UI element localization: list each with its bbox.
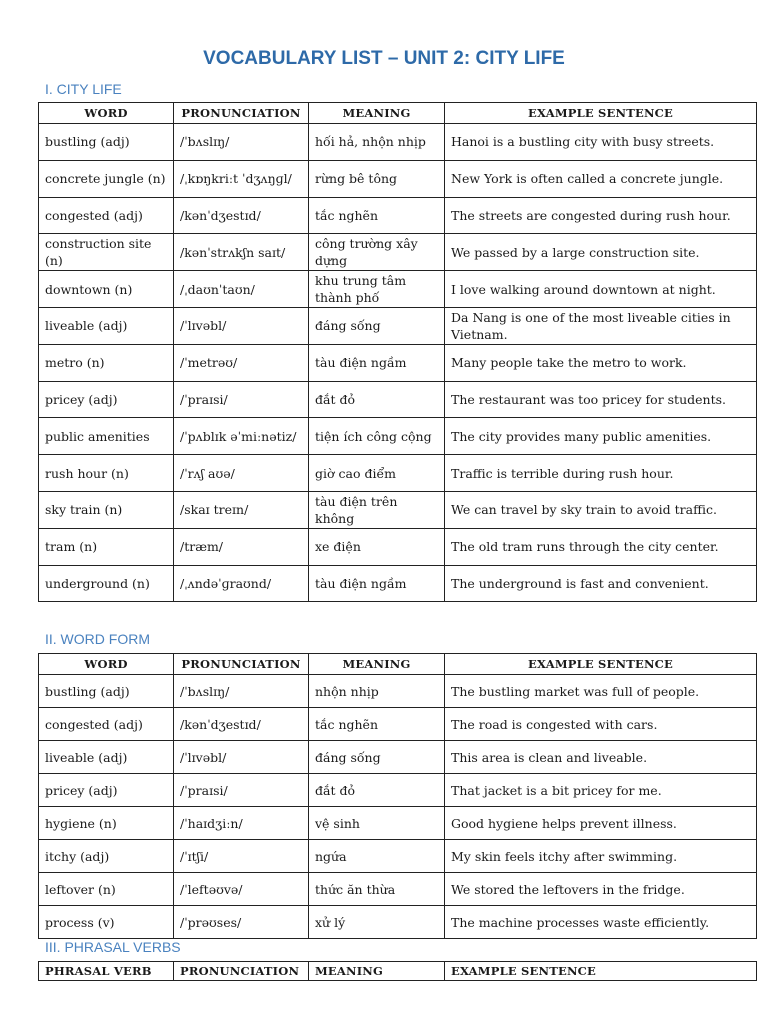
meaning-cell: xử lý <box>309 906 445 939</box>
table-row <box>39 271 757 308</box>
column-header-pronunciation: PRONUNCIATION <box>174 962 309 981</box>
example-cell: The streets are congested during rush hour. <box>445 197 757 234</box>
meaning-cell: đắt đỏ <box>309 381 445 418</box>
column-header-phrasal-verb: PHRASAL VERB <box>39 962 174 981</box>
meaning-cell: đáng sống <box>309 307 445 344</box>
word-cell: bustling (adj) <box>39 675 174 708</box>
example-cell: The underground is fast and convenient. <box>445 565 757 602</box>
pronunciation-cell: /ˈbʌslɪŋ/ <box>174 675 309 708</box>
table-row <box>39 840 757 873</box>
column-header-meaning: MEANING <box>309 962 445 981</box>
example-cell: My skin feels itchy after swimming. <box>445 840 757 873</box>
table-row <box>39 234 757 271</box>
table-row <box>39 774 757 807</box>
word-cell: construction site (n) <box>39 234 174 271</box>
pronunciation-cell: /ˌʌndəˈɡraʊnd/ <box>174 565 309 602</box>
example-cell: We stored the leftovers in the fridge. <box>445 873 757 906</box>
word-cell: process (v) <box>39 906 174 939</box>
column-header-pronunciation: PRONUNCIATION <box>174 103 309 124</box>
column-header-word: WORD <box>39 103 174 124</box>
table-row <box>39 528 757 565</box>
pronunciation-cell: /kənˈdʒestɪd/ <box>174 197 309 234</box>
pronunciation-cell: /kənˈstrʌkʃn saɪt/ <box>174 234 309 271</box>
meaning-cell: tàu điện ngầm <box>309 565 445 602</box>
page-title: VOCABULARY LIST – UNIT 2: CITY LIFE <box>203 48 565 69</box>
meaning-cell: thức ăn thừa <box>309 873 445 906</box>
word-cell: pricey (adj) <box>39 774 174 807</box>
word-cell: sky train (n) <box>39 491 174 528</box>
section-heading-city-life: I. CITY LIFE <box>45 81 122 97</box>
table-row <box>39 160 757 197</box>
table-row <box>39 491 757 528</box>
word-form-rows <box>39 675 757 939</box>
meaning-cell: tàu điện ngầm <box>309 344 445 381</box>
example-cell: We can travel by sky train to avoid traffic. <box>445 491 757 528</box>
example-cell: New York is often called a concrete jungle. <box>445 160 757 197</box>
table-row <box>39 307 757 344</box>
meaning-cell: đáng sống <box>309 741 445 774</box>
pronunciation-cell: /ˈpraɪsi/ <box>174 381 309 418</box>
word-form-table <box>38 653 757 939</box>
column-header-pronunciation: PRONUNCIATION <box>174 654 309 675</box>
word-cell: congested (adj) <box>39 708 174 741</box>
word-cell: tram (n) <box>39 528 174 565</box>
pronunciation-cell: /skaɪ treɪn/ <box>174 491 309 528</box>
example-cell: The machine processes waste efficiently. <box>445 906 757 939</box>
phrasal-verbs-table <box>38 961 757 981</box>
pronunciation-cell: /ˈleftəʊvə/ <box>174 873 309 906</box>
example-cell: Many people take the metro to work. <box>445 344 757 381</box>
pronunciation-cell: /ˌkɒŋkriːt ˈdʒʌŋɡl/ <box>174 160 309 197</box>
pronunciation-cell: /ˈpraɪsi/ <box>174 774 309 807</box>
column-header-example: EXAMPLE SENTENCE <box>445 103 757 124</box>
table-row <box>39 906 757 939</box>
word-cell: public amenities <box>39 418 174 455</box>
pronunciation-cell: /ˈlɪvəbl/ <box>174 741 309 774</box>
city-life-rows <box>39 124 757 602</box>
meaning-cell: vệ sinh <box>309 807 445 840</box>
meaning-cell: công trường xây dựng <box>309 234 445 271</box>
table-row <box>39 197 757 234</box>
meaning-cell: ngứa <box>309 840 445 873</box>
pronunciation-cell: /ˈlɪvəbl/ <box>174 307 309 344</box>
word-cell: concrete jungle (n) <box>39 160 174 197</box>
word-cell: liveable (adj) <box>39 307 174 344</box>
pronunciation-cell: /ˈɪtʃi/ <box>174 840 309 873</box>
column-header-word: WORD <box>39 654 174 675</box>
column-header-meaning: MEANING <box>309 103 445 124</box>
example-cell: Hanoi is a bustling city with busy streets. <box>445 124 757 161</box>
word-cell: itchy (adj) <box>39 840 174 873</box>
word-cell: rush hour (n) <box>39 455 174 492</box>
table-row <box>39 708 757 741</box>
meaning-cell: nhộn nhịp <box>309 675 445 708</box>
pronunciation-cell: /ˈhaɪdʒiːn/ <box>174 807 309 840</box>
example-cell: The restaurant was too pricey for students. <box>445 381 757 418</box>
meaning-cell: tàu điện trên không <box>309 491 445 528</box>
word-cell: congested (adj) <box>39 197 174 234</box>
column-header-example: EXAMPLE SENTENCE <box>445 962 757 981</box>
table-row <box>39 807 757 840</box>
example-cell: Good hygiene helps prevent illness. <box>445 807 757 840</box>
pronunciation-cell: /ˌdaʊnˈtaʊn/ <box>174 271 309 308</box>
word-cell: metro (n) <box>39 344 174 381</box>
column-header-example: EXAMPLE SENTENCE <box>445 654 757 675</box>
example-cell: We passed by a large construction site. <box>445 234 757 271</box>
meaning-cell: rừng bê tông <box>309 160 445 197</box>
meaning-cell: tắc nghẽn <box>309 197 445 234</box>
example-cell: Da Nang is one of the most liveable cities in Vietnam. <box>445 307 757 344</box>
example-cell: I love walking around downtown at night. <box>445 271 757 308</box>
word-cell: leftover (n) <box>39 873 174 906</box>
meaning-cell: giờ cao điểm <box>309 455 445 492</box>
table-row <box>39 741 757 774</box>
pronunciation-cell: /ˈpʌblɪk əˈmiːnətiz/ <box>174 418 309 455</box>
example-cell: The bustling market was full of people. <box>445 675 757 708</box>
table-row <box>39 381 757 418</box>
example-cell: The road is congested with cars. <box>445 708 757 741</box>
pronunciation-cell: /kənˈdʒestɪd/ <box>174 708 309 741</box>
word-cell: underground (n) <box>39 565 174 602</box>
pronunciation-cell: /ˈrʌʃ aʊə/ <box>174 455 309 492</box>
word-cell: downtown (n) <box>39 271 174 308</box>
pronunciation-cell: /ˈmetrəʊ/ <box>174 344 309 381</box>
meaning-cell: xe điện <box>309 528 445 565</box>
meaning-cell: khu trung tâm thành phố <box>309 271 445 308</box>
word-cell: liveable (adj) <box>39 741 174 774</box>
city-life-table <box>38 102 757 602</box>
example-cell: The old tram runs through the city center. <box>445 528 757 565</box>
pronunciation-cell: /ˈbʌslɪŋ/ <box>174 124 309 161</box>
word-cell: hygiene (n) <box>39 807 174 840</box>
table-row <box>39 873 757 906</box>
table-row <box>39 124 757 161</box>
pronunciation-cell: /træm/ <box>174 528 309 565</box>
table-row <box>39 418 757 455</box>
table-row <box>39 675 757 708</box>
pronunciation-cell: /ˈprəʊses/ <box>174 906 309 939</box>
column-header-meaning: MEANING <box>309 654 445 675</box>
example-cell: That jacket is a bit pricey for me. <box>445 774 757 807</box>
meaning-cell: hối hả, nhộn nhịp <box>309 124 445 161</box>
meaning-cell: tắc nghẽn <box>309 708 445 741</box>
section-heading-word-form: II. WORD FORM <box>45 631 150 647</box>
meaning-cell: tiện ích công cộng <box>309 418 445 455</box>
table-row <box>39 344 757 381</box>
word-cell: bustling (adj) <box>39 124 174 161</box>
example-cell: The city provides many public amenities. <box>445 418 757 455</box>
table-row <box>39 565 757 602</box>
table-row <box>39 455 757 492</box>
section-heading-phrasal-verbs: III. PHRASAL VERBS <box>45 939 181 955</box>
example-cell: Traffic is terrible during rush hour. <box>445 455 757 492</box>
meaning-cell: đắt đỏ <box>309 774 445 807</box>
word-cell: pricey (adj) <box>39 381 174 418</box>
example-cell: This area is clean and liveable. <box>445 741 757 774</box>
